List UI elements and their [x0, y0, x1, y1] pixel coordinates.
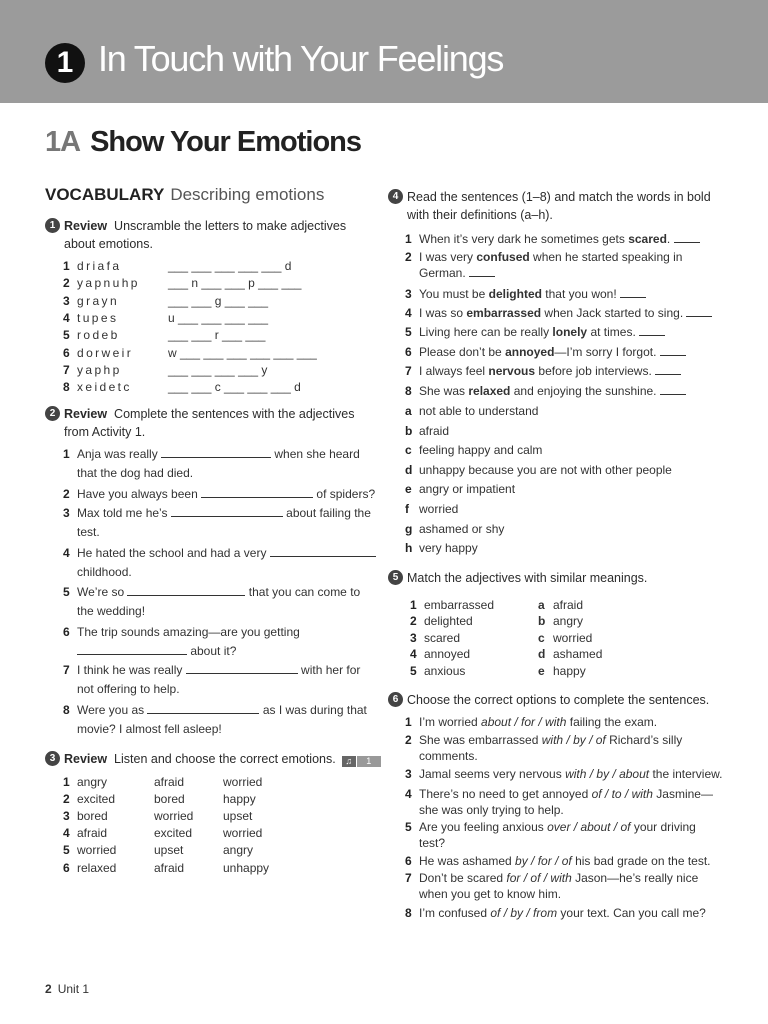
- answer-blank[interactable]: [77, 643, 187, 655]
- match-letter: b: [538, 614, 546, 629]
- sentence-line: [419, 324, 665, 340]
- item-number: 2: [410, 614, 417, 629]
- sentence-text: Are you feeling anxious: [419, 820, 548, 834]
- sentence-text: We’re so: [77, 585, 128, 599]
- definition-letter: a: [405, 404, 412, 418]
- sentence-text: Jason—he’s really nice: [571, 871, 699, 885]
- vocabulary-label: VOCABULARY: [45, 185, 165, 204]
- sentence-text: He hated the school and had a very: [77, 546, 270, 560]
- answer-blank[interactable]: [660, 383, 686, 395]
- vocabulary-heading: [45, 185, 324, 205]
- sentence-text: about it?: [187, 644, 237, 658]
- exercise-1-instruction: [45, 217, 375, 253]
- sentence-line: [419, 766, 722, 782]
- exercise-2-instruction: [45, 405, 375, 441]
- bold-word: embarrassed: [466, 306, 542, 320]
- item-number: 5: [63, 843, 70, 858]
- sentence-line-2: [77, 643, 236, 659]
- definition-letter: d: [405, 462, 413, 477]
- sentence-line: [419, 249, 682, 265]
- sentence-text: movie? I almost fell asleep!: [77, 722, 222, 736]
- item-number: 3: [405, 767, 412, 781]
- sentence-text: of spiders?: [313, 487, 376, 501]
- exercise-2-badge: 2: [45, 406, 60, 421]
- item-number: 7: [63, 362, 70, 377]
- emotion-option[interactable]: angry: [77, 775, 108, 789]
- bold-word: lonely: [552, 325, 588, 339]
- sentence-text: You must be: [419, 287, 489, 301]
- match-letter: d: [538, 647, 546, 662]
- exercise-1-badge: 1: [45, 218, 60, 233]
- headphones-icon: ♫: [342, 756, 356, 767]
- answer-blank[interactable]: [171, 505, 283, 517]
- sentence-line: [77, 662, 360, 678]
- sentence-text: I think he was really: [77, 663, 186, 677]
- sentence-text: your driving: [630, 820, 696, 834]
- sentence-text: that you won!: [541, 287, 620, 301]
- item-number: 4: [63, 310, 70, 325]
- item-number: 5: [405, 325, 412, 339]
- answer-pattern[interactable]: ___ ___ r ___ ___: [168, 328, 266, 343]
- sentence-text: test.: [77, 525, 100, 539]
- sentence-line-2: she was only trying to help.: [419, 803, 564, 817]
- item-number: 3: [63, 506, 70, 520]
- item-number: 1: [63, 259, 70, 273]
- sentence-text: I’m worried: [419, 715, 482, 729]
- sentence-text: There’s no need to get annoyed: [419, 787, 592, 801]
- sentence-text: Were you as: [77, 703, 148, 717]
- sentence-line-2: [77, 524, 100, 540]
- unit-number-badge: 1: [45, 43, 85, 83]
- unit-header-bar: [0, 0, 768, 103]
- sentence-text: He was ashamed: [419, 854, 516, 868]
- emotion-option[interactable]: excited: [77, 792, 116, 807]
- item-number: 2: [405, 250, 412, 264]
- item-number: 7: [405, 871, 412, 885]
- definition-text: very happy: [419, 541, 478, 556]
- answer-blank[interactable]: [469, 265, 495, 277]
- item-number: 7: [405, 364, 412, 378]
- bold-word: relaxed: [468, 384, 511, 398]
- adjective-left[interactable]: delighted: [424, 614, 473, 629]
- instruction-text: Complete the sentences with the adjectives from Activity 1.: [64, 407, 355, 439]
- definition-letter: f: [405, 502, 409, 516]
- item-number: 3: [63, 293, 70, 308]
- page-footer: [45, 982, 89, 996]
- option-choices[interactable]: by / for / of: [515, 854, 572, 868]
- answer-pattern[interactable]: ___ ___ g ___ ___: [168, 293, 269, 308]
- item-number: 8: [63, 380, 70, 395]
- scrambled-word: tupes: [77, 310, 119, 325]
- sentence-text: Jamal seems very nervous: [419, 767, 566, 781]
- adjective-left[interactable]: scared: [424, 630, 461, 645]
- review-label: Review: [64, 752, 108, 766]
- answer-pattern[interactable]: u ___ ___ ___ ___: [168, 310, 269, 325]
- emotion-option[interactable]: upset: [154, 843, 184, 858]
- definition-text: worried: [419, 502, 459, 516]
- sentence-text: The trip sounds amazing—are you getting: [77, 625, 300, 639]
- option-choices[interactable]: for / of / with: [506, 871, 572, 885]
- adjective-right[interactable]: angry: [553, 614, 584, 629]
- exercise-5-instruction: [388, 569, 718, 587]
- item-number: 5: [63, 585, 70, 599]
- scrambled-word: yaphp: [77, 362, 122, 377]
- sentence-line-2: when you get to know him.: [419, 887, 562, 901]
- item-number: 1: [63, 775, 70, 789]
- emotion-option[interactable]: angry: [223, 843, 254, 858]
- sentence-text: when she heard: [271, 447, 360, 461]
- item-number: 2: [63, 276, 70, 291]
- item-number: 1: [405, 715, 412, 729]
- emotion-option[interactable]: afraid: [154, 775, 185, 789]
- sentence-line: [419, 305, 712, 321]
- option-choices[interactable]: with / by / about: [565, 767, 650, 781]
- item-number: 6: [63, 625, 70, 639]
- answer-pattern[interactable]: ___ ___ ___ ___ ___ d: [168, 259, 292, 273]
- item-number: 1: [405, 232, 412, 246]
- item-number: 8: [405, 384, 412, 398]
- item-number: 8: [405, 906, 412, 920]
- item-number: 4: [410, 647, 417, 662]
- sentence-text: She was embarrassed: [419, 733, 542, 747]
- definition-text: afraid: [419, 423, 450, 438]
- lesson-name: Show Your Emotions: [90, 126, 362, 158]
- emotion-option[interactable]: worried: [154, 809, 194, 824]
- sentence-text: Don’t be scared: [419, 871, 507, 885]
- sentence-text: I was very: [419, 250, 477, 264]
- sentence-line-2: [77, 564, 132, 580]
- exercise-4-instruction: [388, 188, 718, 224]
- emotion-option[interactable]: excited: [154, 826, 193, 841]
- emotion-option[interactable]: worried: [77, 843, 117, 858]
- review-label: Review: [64, 407, 108, 421]
- sentence-line: [419, 714, 657, 730]
- definition-text: ashamed or shy: [419, 521, 505, 536]
- answer-blank[interactable]: [147, 702, 259, 714]
- option-choices[interactable]: of / to / with: [591, 787, 653, 801]
- item-number: 3: [63, 809, 70, 824]
- exercise-5-badge: 5: [388, 570, 403, 585]
- bold-word: annoyed: [505, 345, 555, 359]
- sentence-text: I was so: [419, 306, 467, 320]
- match-letter: e: [538, 663, 545, 678]
- footer-unit-label: Unit 1: [57, 982, 90, 996]
- item-number: 6: [405, 854, 412, 868]
- item-number: 2: [63, 792, 70, 807]
- item-number: 6: [63, 860, 70, 875]
- item-number: 2: [63, 487, 70, 501]
- bold-word: nervous: [488, 364, 536, 378]
- sentence-line: [419, 383, 686, 399]
- scrambled-word: rodeb: [77, 328, 120, 343]
- sentence-line-2: comments.: [419, 749, 478, 763]
- answer-pattern[interactable]: w ___ ___ ___ ___ ___ ___: [168, 345, 317, 360]
- sentence-line-2: [77, 465, 193, 481]
- item-number: 4: [405, 306, 412, 320]
- emotion-option[interactable]: bored: [77, 809, 108, 824]
- sentence-text: .: [666, 232, 674, 246]
- definition-text: unhappy because you are not with other people: [419, 462, 672, 477]
- sentence-line: [419, 732, 682, 748]
- sentence-line-2: [77, 681, 180, 697]
- sentence-line: [419, 905, 706, 921]
- answer-pattern[interactable]: ___ n ___ ___ p ___ ___: [168, 276, 302, 291]
- sentence-line-2: [77, 721, 222, 737]
- instruction-text: Choose the correct options to complete the sentences.: [407, 693, 710, 707]
- definition-letter: h: [405, 541, 413, 556]
- answer-blank[interactable]: [161, 446, 271, 458]
- sentence-text: with her for: [297, 663, 361, 677]
- option-choices[interactable]: with / by / of: [541, 733, 606, 747]
- vocabulary-subheading: Describing emotions: [170, 185, 325, 204]
- sentence-text: I always feel: [419, 364, 489, 378]
- sentence-text: your text. Can you call me?: [557, 906, 706, 920]
- emotion-option[interactable]: happy: [223, 792, 256, 807]
- sentence-text: when he started speaking in: [529, 250, 683, 264]
- sentence-text: the interview.: [649, 767, 723, 781]
- definition-text: not able to understand: [419, 404, 539, 418]
- item-number: 2: [405, 733, 412, 747]
- sentence-line-2: [419, 265, 495, 281]
- scrambled-word: dorweir: [77, 345, 134, 360]
- instruction-text: Read the sentences (1–8) and match the words in bold with their definitions (a–h).: [407, 190, 711, 222]
- sentence-text: Jasmine—: [652, 787, 713, 801]
- bold-word: delighted: [488, 287, 542, 301]
- definition-text: feeling happy and calm: [419, 443, 543, 458]
- sentence-line: [419, 870, 698, 886]
- sentence-text: the wedding!: [77, 604, 146, 618]
- sentence-line: [419, 363, 681, 379]
- answer-blank[interactable]: [674, 231, 700, 243]
- answer-blank[interactable]: [186, 662, 298, 674]
- sentence-text: as I was during that: [259, 703, 367, 717]
- sentence-line: [419, 853, 711, 869]
- definition-text: angry or impatient: [419, 482, 516, 497]
- item-number: 4: [63, 546, 70, 560]
- lesson-title: [45, 126, 361, 159]
- sentence-line: [77, 702, 367, 718]
- sentence-line: [419, 344, 686, 360]
- option-choices[interactable]: over / about / of: [547, 820, 631, 834]
- sentence-text: I’m confused: [419, 906, 491, 920]
- sentence-text: that the dog had died.: [77, 466, 194, 480]
- sentence-line: [77, 584, 360, 600]
- exercise-4-badge: 4: [388, 189, 403, 204]
- emotion-option[interactable]: afraid: [154, 860, 185, 875]
- sentence-line: [77, 446, 360, 462]
- sentence-line: [419, 819, 696, 835]
- answer-blank[interactable]: [639, 324, 665, 336]
- adjective-left[interactable]: annoyed: [424, 647, 471, 662]
- adjective-right[interactable]: worried: [553, 630, 593, 645]
- sentence-text: that you can come to: [245, 585, 361, 599]
- item-number: 6: [405, 345, 412, 359]
- sentence-text: When it’s very dark he sometimes gets: [419, 232, 629, 246]
- item-number: 6: [63, 345, 70, 360]
- option-choices[interactable]: about / for / with: [481, 715, 567, 729]
- item-number: 5: [410, 663, 417, 678]
- exercise-6-instruction: [388, 691, 728, 709]
- emotion-option[interactable]: worried: [223, 826, 263, 841]
- sentence-line: [419, 231, 700, 247]
- sentence-text: his bad grade on the test.: [571, 854, 711, 868]
- emotion-option[interactable]: unhappy: [223, 860, 270, 875]
- sentence-text: Have you always been: [77, 487, 202, 501]
- sentence-line: [77, 486, 375, 502]
- sentence-line: [419, 286, 646, 302]
- item-number: 5: [405, 820, 412, 834]
- sentence-line-2: test?: [419, 836, 446, 850]
- answer-blank[interactable]: [620, 286, 646, 298]
- adjective-left[interactable]: embarrassed: [424, 598, 495, 612]
- adjective-right[interactable]: ashamed: [553, 647, 603, 662]
- sentence-text: German.: [419, 266, 470, 280]
- sentence-text: —I’m sorry I forgot.: [554, 345, 660, 359]
- definition-letter: e: [405, 482, 412, 497]
- item-number: 8: [63, 703, 70, 717]
- sentence-line: [419, 786, 713, 802]
- sentence-text: Please don’t be: [419, 345, 506, 359]
- audio-track-indicator[interactable]: [342, 751, 381, 769]
- instruction-text: Listen and choose the correct emotions.: [114, 752, 336, 766]
- audio-track-number: 1: [357, 756, 381, 767]
- sentence-text: Max told me he’s: [77, 506, 171, 520]
- sentence-text: not offering to help.: [77, 682, 180, 696]
- match-letter: a: [538, 598, 545, 612]
- exercise-3-badge: 3: [45, 751, 60, 766]
- answer-pattern[interactable]: ___ ___ ___ ___ y: [168, 362, 268, 377]
- instruction-text: Match the adjectives with similar meanings.: [407, 571, 648, 585]
- sentence-text: when Jack started to sing.: [541, 306, 687, 320]
- sentence-text: at times.: [587, 325, 640, 339]
- sentence-text: failing the exam.: [566, 715, 658, 729]
- exercise-3-instruction: [45, 750, 385, 769]
- item-number: 4: [63, 826, 70, 841]
- answer-blank[interactable]: [686, 305, 712, 317]
- definition-letter: c: [405, 443, 412, 458]
- scrambled-word: grayn: [77, 293, 120, 308]
- adjective-right[interactable]: happy: [553, 663, 586, 678]
- emotion-option[interactable]: upset: [223, 809, 253, 824]
- sentence-line: [77, 505, 371, 521]
- sentence-text: Living here can be really: [419, 325, 553, 339]
- option-choices[interactable]: of / by / from: [490, 906, 558, 920]
- bold-word: scared: [628, 232, 667, 246]
- scrambled-word: driafa: [77, 259, 122, 273]
- adjective-right[interactable]: afraid: [553, 598, 584, 612]
- adjective-left[interactable]: anxious: [424, 663, 466, 678]
- answer-pattern[interactable]: ___ ___ c ___ ___ ___ d: [168, 380, 301, 395]
- item-number: 3: [405, 287, 412, 301]
- sentence-text: Anja was really: [77, 447, 162, 461]
- scrambled-word: yapnuhp: [77, 276, 140, 291]
- review-label: Review: [64, 219, 108, 233]
- scrambled-word: xeidetc: [77, 380, 132, 395]
- item-number: 3: [410, 630, 417, 645]
- item-number: 4: [405, 787, 412, 801]
- answer-blank[interactable]: [655, 363, 681, 375]
- sentence-text: and enjoying the sunshine.: [510, 384, 660, 398]
- instruction-text: Unscramble the letters to make adjectives about emotions.: [64, 219, 347, 251]
- answer-blank[interactable]: [660, 344, 686, 356]
- page-number: 2: [45, 982, 52, 996]
- sentence-line: [77, 624, 300, 640]
- emotion-option[interactable]: afraid: [77, 826, 108, 841]
- answer-blank[interactable]: [270, 545, 376, 557]
- exercise-6-badge: 6: [388, 692, 403, 707]
- sentence-text: before job interviews.: [535, 364, 656, 378]
- sentence-line-2: [77, 603, 145, 619]
- answer-blank[interactable]: [127, 584, 245, 596]
- item-number: 5: [63, 328, 70, 343]
- answer-blank[interactable]: [201, 486, 313, 498]
- emotion-option[interactable]: relaxed: [77, 860, 117, 875]
- bold-word: confused: [476, 250, 530, 264]
- item-number: 1: [63, 447, 70, 461]
- sentence-line: [77, 545, 376, 561]
- sentence-text: childhood.: [77, 565, 132, 579]
- sentence-text: Richard’s silly: [605, 733, 683, 747]
- sentence-text: about failing the: [282, 506, 371, 520]
- definition-letter: g: [405, 521, 413, 536]
- emotion-option[interactable]: bored: [154, 792, 185, 807]
- definition-letter: b: [405, 423, 413, 438]
- emotion-option[interactable]: worried: [223, 775, 263, 789]
- item-number: 1: [410, 598, 417, 612]
- lesson-number: 1A: [45, 126, 81, 158]
- unit-title: In Touch with Your Feelings: [98, 38, 504, 79]
- match-letter: c: [538, 630, 545, 645]
- item-number: 7: [63, 663, 70, 677]
- sentence-text: She was: [419, 384, 469, 398]
